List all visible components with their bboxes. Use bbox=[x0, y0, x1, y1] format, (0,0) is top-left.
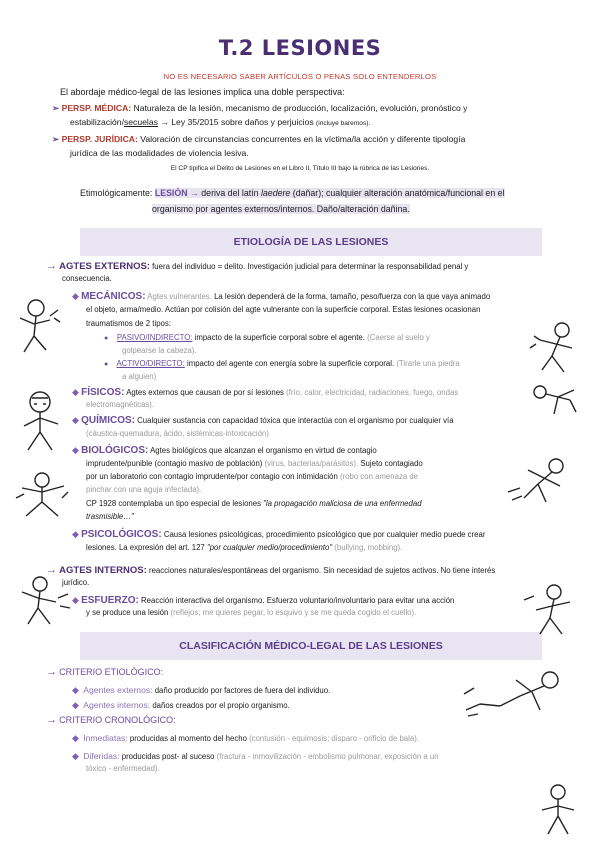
fisicos-line-1 bbox=[72, 386, 458, 400]
etim-line-2 bbox=[152, 202, 410, 216]
diamond-bullet-icon: ◆ bbox=[72, 685, 79, 695]
stick-figure-doodle-icon bbox=[12, 470, 72, 520]
secuelas-text: secuelas bbox=[123, 117, 158, 127]
externos-text-1: fuera del individuo = delito. Investigación judicial para determinar la responsabilidad penal y bbox=[152, 262, 469, 271]
etim-text-1a: deriva del latín bbox=[201, 188, 259, 198]
mecanicos-text-1a: Agtes vulnerantes. bbox=[147, 292, 212, 301]
cp1928-text-a: CP 1928 contemplaba un tipo especial de lesiones bbox=[86, 499, 261, 508]
biologicos-line-1 bbox=[72, 444, 377, 458]
biologicos-text-3a: por un laboratorio con contagio imprudente/por contagio con intimidación bbox=[86, 472, 338, 481]
red-note: NO ES NECESARIO SABER ARTÍCULOS O PENAS SOLO ENTENDERLOS bbox=[163, 72, 437, 81]
esfuerzo-line-2 bbox=[86, 607, 416, 620]
externos-label: AGTES EXTERNOS: bbox=[59, 261, 150, 272]
esfuerzo-text-1: Reacción interactiva del organismo. Esfuerzo voluntario/involuntario para evitar una acción bbox=[141, 596, 455, 605]
mecanicos-text-1b: La lesión dependerá de la forma, tamaño, peso/fuerza con la que vaya animado bbox=[214, 292, 491, 301]
pasivo-label: PASIVO/INDIRECTO: bbox=[116, 333, 193, 342]
agentes-externos-label: Agentes externos: bbox=[83, 685, 153, 695]
diamond-bullet-icon: ◆ bbox=[72, 415, 79, 425]
persp-juridica-line-2: jurídica de las modalidades de violencia lesiva. bbox=[70, 148, 249, 158]
diamond-bullet-icon: ◆ bbox=[72, 445, 79, 455]
arrow-right-icon: → bbox=[46, 666, 57, 678]
activo-grey-2: a alguien) bbox=[122, 372, 157, 381]
cp1928-text-2: trasmisible…" bbox=[86, 512, 134, 521]
stick-figure-doodle-icon bbox=[14, 572, 74, 628]
etim-line-1 bbox=[80, 186, 505, 200]
psicologicos-label: PSICOLÓGICOS: bbox=[81, 529, 162, 540]
biologicos-label: BIOLÓGICOS: bbox=[81, 445, 149, 456]
persp-medica-line-2 bbox=[70, 115, 370, 131]
persp-medica-text-1: Naturaleza de la lesión, mecanismo de producción, localización, evolución, pronóstico y bbox=[133, 103, 468, 113]
inmediatas-text: producidas al momento del hecho bbox=[129, 734, 247, 743]
etim-text-1b: (dañar); cualquier alteración anatómica/funcional en el bbox=[292, 188, 505, 198]
psicologicos-line-1 bbox=[72, 528, 562, 542]
internos-label: AGTES INTERNOS: bbox=[59, 565, 147, 576]
dot-bullet-icon: ● bbox=[104, 361, 109, 368]
inmediatas-grey: (contusión - equimosis; disparo - orificio de bala). bbox=[249, 734, 419, 743]
diferidas-grey-2: tóxico - enfermedad). bbox=[86, 764, 160, 773]
biologicos-text-2a: imprudente/punible (contagio masivo de población) bbox=[86, 459, 263, 468]
biologicos-text-2c: Sujeto contagiado bbox=[360, 459, 423, 468]
diferidas-grey-1: (fractura - inmovilización - embolismo pulmonar, exposición a un bbox=[216, 752, 439, 761]
persp-medica-text-2a: estabilización/ bbox=[70, 117, 124, 127]
diamond-bullet-icon: ◆ bbox=[72, 291, 79, 301]
persp-juridica-line-1 bbox=[52, 132, 465, 146]
agentes-internos-text: daños creados por el propio organismo. bbox=[152, 701, 290, 710]
stick-figure-doodle-icon bbox=[530, 380, 580, 420]
pasivo-grey-2: golpearse la cabeza). bbox=[122, 346, 197, 355]
activo-line-1 bbox=[104, 358, 460, 372]
section-clasificacion: CLASIFICACIÓN MÉDICO-LEGAL DE LAS LESIONES bbox=[80, 632, 542, 660]
esfuerzo-text-2a: y se produce una lesión bbox=[86, 608, 169, 617]
agentes-internos-label: Agentes internos: bbox=[83, 700, 151, 710]
externos-block bbox=[46, 260, 566, 274]
quimicos-grey: (cáustica-quemadura, ácido, sistémicas-intoxicación) bbox=[86, 429, 269, 438]
stick-figure-doodle-icon bbox=[524, 318, 584, 378]
internos-text-2: jurídico. bbox=[62, 578, 90, 587]
fisicos-grey-1: (frío, calor, electricidad, radiaciones, fuego, ondas bbox=[286, 388, 459, 397]
arrow-right-icon: → bbox=[46, 260, 57, 272]
cp1928-line-2 bbox=[86, 511, 134, 524]
cp-note: El CP tipifica el Delito de Lesiones en el Libro II, Título III bajo la rúbrica de las Lesiones. bbox=[170, 165, 430, 172]
diamond-bullet-icon: ◆ bbox=[72, 387, 79, 397]
etim-text-2: organismo por agentes externos/internos. Daño/alteración dañina. bbox=[152, 204, 410, 214]
pasivo-grey-1: (Caerse al suelo y bbox=[367, 333, 430, 342]
criterio-etio-heading bbox=[46, 666, 163, 680]
bullet-arrow-icon: ➢ bbox=[52, 103, 60, 113]
esfuerzo-line-1 bbox=[72, 594, 542, 608]
inmediatas-label: Inmediatas: bbox=[83, 733, 128, 743]
quimicos-line-1 bbox=[72, 414, 562, 428]
cp1928-text-b: "la propagación maliciosa de una enfermedad bbox=[263, 499, 422, 508]
criterio-crono-heading bbox=[46, 714, 176, 728]
diamond-bullet-icon: ◆ bbox=[72, 700, 79, 710]
biologicos-line-2 bbox=[86, 458, 423, 471]
biologicos-text-1: Agtes biológicos que alcanzan el organismo en virtud de contagio bbox=[150, 446, 377, 455]
stick-figure-doodle-icon bbox=[534, 780, 584, 840]
diamond-bullet-icon: ◆ bbox=[72, 751, 79, 761]
diamond-bullet-icon: ◆ bbox=[72, 595, 79, 605]
dot-bullet-icon: ● bbox=[104, 335, 109, 342]
criterio-crono-label: CRITERIO CRONOLÓGICO: bbox=[59, 715, 176, 725]
activo-text: impacto del agente con energía sobre la superficie corporal. bbox=[186, 359, 395, 368]
arrow-right-icon: → bbox=[46, 714, 57, 726]
section-etiologia: ETIOLOGÍA DE LAS LESIONES bbox=[80, 228, 542, 256]
diferidas-item bbox=[72, 750, 439, 764]
persp-juridica-label: PERSP. JURÍDICA: bbox=[61, 134, 138, 144]
stick-figure-doodle-icon bbox=[460, 664, 570, 724]
ley-text: → Ley 35/2015 sobre daños y perjuicios bbox=[160, 117, 314, 127]
stick-figure-doodle-icon bbox=[14, 386, 68, 456]
psicologicos-text-1: Causa lesiones psicológicas, procedimiento psicológico que por cualquier medio puede crear bbox=[163, 530, 486, 539]
psicologicos-line-2 bbox=[86, 542, 402, 555]
cp1928-line-1 bbox=[86, 498, 422, 511]
page-title: T.2 LESIONES bbox=[218, 36, 382, 60]
arrow-right-icon: → bbox=[46, 564, 57, 576]
persp-medica-label: PERSP. MÉDICA: bbox=[61, 103, 132, 113]
internos-block bbox=[46, 564, 566, 578]
esfuerzo-label: ESFUERZO: bbox=[81, 595, 139, 606]
externos-text-2: consecuencia. bbox=[62, 274, 112, 283]
psicologicos-text-2a: lesiones. La expresión del art. 127 bbox=[86, 543, 205, 552]
mecanicos-line-3: traumatismos de 2 tipos: bbox=[86, 319, 171, 328]
psicologicos-text-2b: "por cualquier medio/procedimiento" bbox=[206, 543, 333, 552]
internos-text-1: reacciones naturales/espontáneas del organismo. Sin necesidad de sujetos activos. No tiene interés bbox=[148, 566, 496, 575]
esfuerzo-text-2b: (reflejos; me quieres pegar, lo esquivo y se me queda cogido el cuello). bbox=[170, 608, 417, 617]
lesion-word: LESIÓN bbox=[154, 188, 188, 198]
criterio-etio-label: CRITERIO ETIOLÓGICO: bbox=[59, 667, 164, 677]
inmediatas-item bbox=[72, 732, 419, 746]
agentes-externos-item bbox=[72, 684, 330, 698]
diferidas-text: producidas post- al suceso bbox=[121, 752, 215, 761]
quimicos-text: Cualquier sustancia con capacidad tóxica que interactúa con el organismo por cualquier vía bbox=[137, 416, 454, 425]
intro-text: El abordaje médico-legal de las lesiones implica una doble perspectiva: bbox=[60, 87, 345, 97]
biologicos-line-3 bbox=[86, 471, 418, 484]
mecanicos-label: MECÁNICOS: bbox=[81, 291, 146, 302]
biologicos-line-4: pinchar con una aguja infectada). bbox=[86, 485, 202, 494]
quimicos-label: QUÍMICOS: bbox=[81, 415, 135, 426]
fisicos-grey-2: electromagnéticas). bbox=[86, 400, 155, 409]
biologicos-text-2b: (virus, bacterias/parásitos). bbox=[264, 459, 359, 468]
diferidas-label: Diferidas: bbox=[83, 751, 120, 761]
stick-figure-doodle-icon bbox=[14, 296, 62, 358]
mecanicos-line-1 bbox=[72, 290, 562, 304]
persp-juridica-text-1: Valoración de circunstancias concurrentes en la víctima/la acción y diferente tipología bbox=[140, 134, 466, 144]
activo-label: ACTIVO/DIRECTO: bbox=[116, 359, 185, 368]
mecanicos-line-2: el objeto, arma/medio. Actúan por colisión del agte vulnerante con la superficie corporal. Estas lesiones ocasionan bbox=[86, 305, 481, 314]
diamond-bullet-icon: ◆ bbox=[72, 529, 79, 539]
etim-arrow: → bbox=[190, 188, 199, 198]
pasivo-text: impacto de la superficie corporal sobre el agente. bbox=[194, 333, 365, 342]
etim-label: Etimológicamente: bbox=[80, 188, 153, 198]
fisicos-label: FÍSICOS: bbox=[81, 387, 125, 398]
baremos-text: (incluye baremos). bbox=[316, 120, 371, 127]
stick-figure-doodle-icon bbox=[520, 580, 580, 640]
persp-medica-line-1 bbox=[52, 101, 467, 115]
agentes-internos-item bbox=[72, 699, 290, 713]
psicologicos-text-2c: (bullying, mobbing). bbox=[334, 543, 403, 552]
pasivo-line-1 bbox=[104, 332, 430, 346]
agentes-externos-text: daño producido por factores de fuera del individuo. bbox=[154, 686, 331, 695]
diamond-bullet-icon: ◆ bbox=[72, 733, 79, 743]
bullet-arrow-icon: ➢ bbox=[52, 134, 60, 144]
stick-figure-doodle-icon bbox=[498, 452, 578, 512]
fisicos-text: Agtes externos que causan de por sí lesiones bbox=[126, 388, 284, 397]
laedere-word: laedere bbox=[260, 188, 291, 198]
biologicos-text-3b: (robo con amenaza de bbox=[340, 472, 419, 481]
activo-grey-1: (Tirarle una piedra bbox=[396, 359, 460, 368]
